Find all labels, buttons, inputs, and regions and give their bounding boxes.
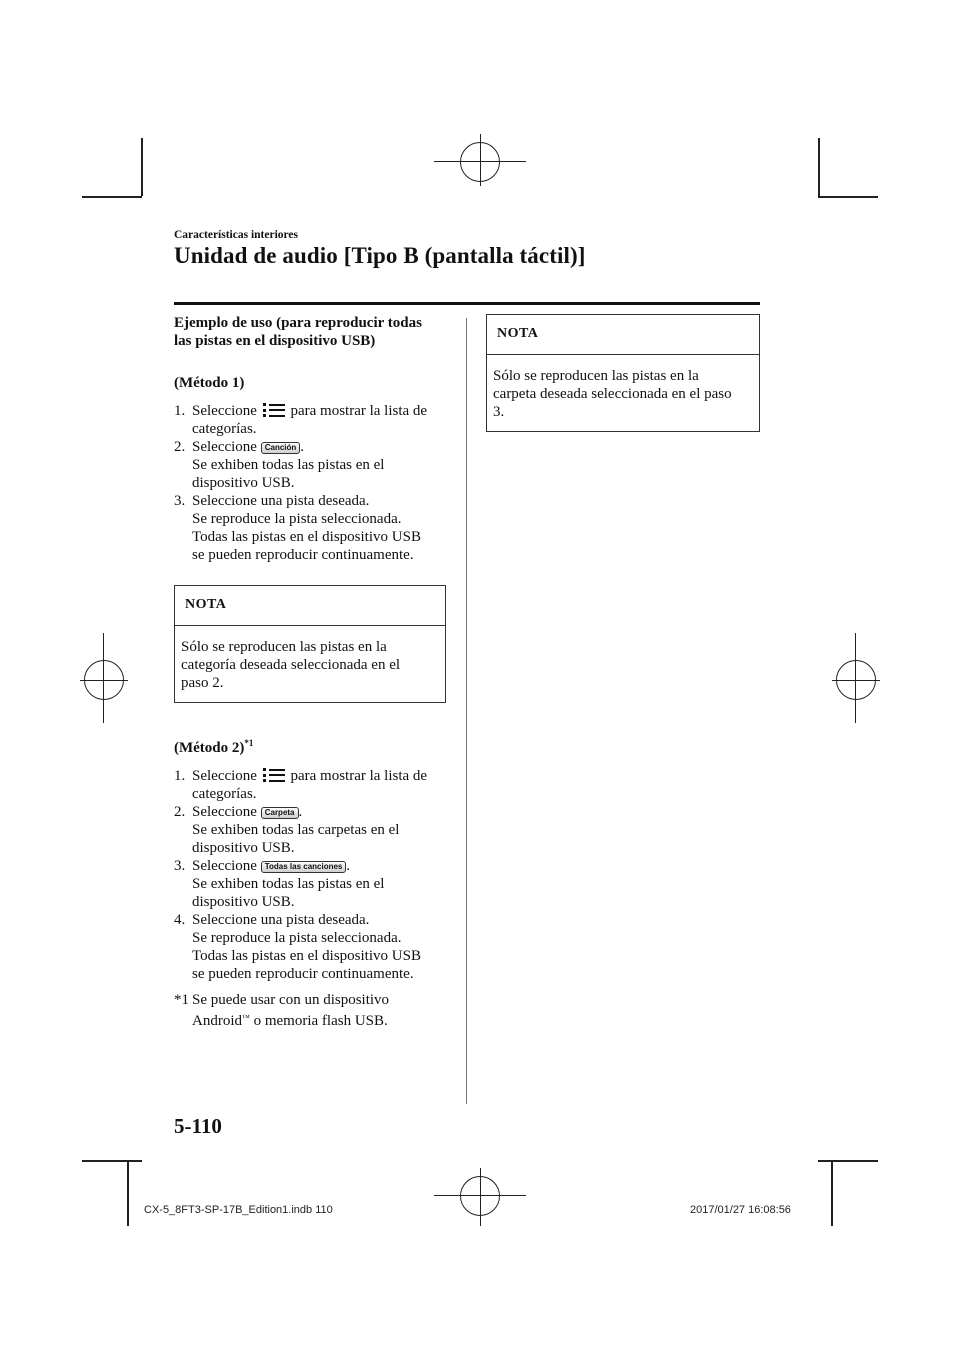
footnote-marker: *1 [244,738,254,748]
method1-title: (Método 1) [174,375,245,391]
note-text: carpeta deseada seleccionada en el paso [493,386,732,402]
left-column [174,314,446,1030]
step-text: dispositivo USB. [192,894,295,910]
step-number: 2. [174,804,186,820]
step-text: Seleccione [192,768,257,784]
footer-file: CX-5_8FT3-SP-17B_Edition1.indb 110 [144,1204,333,1216]
step-text: Se reproduce la pista seleccionada. [192,930,402,946]
note-text: Sólo se reproducen las pistas en la [493,368,699,384]
step-text: Seleccione [192,439,257,455]
method2-steps [174,767,446,983]
heading-line: Ejemplo de uso (para reproducir todas [174,315,422,331]
note-body [175,626,445,702]
step-text: . [300,439,305,455]
step-text: categorías. [192,421,257,437]
cancion-button: Canción [261,442,301,454]
crop-mark [141,138,143,196]
method1-steps [174,402,446,564]
note-body [487,355,759,431]
step-text: categorías. [192,786,257,802]
todas-las-canciones-button: Todas las canciones [261,861,347,873]
list-item [174,492,446,564]
step-text: Seleccione [192,403,257,419]
note-text: 3. [493,404,505,420]
method2-title-text: (Método 2) [174,740,245,756]
footnote-marker: *1 [174,992,189,1008]
step-text: Se exhiben todas las pistas en el [192,457,385,473]
step-text: dispositivo USB. [192,475,295,491]
footer-timestamp: 2017/01/27 16:08:56 [690,1204,791,1216]
footnote-text: Se puede usar con un dispositivo [192,992,390,1008]
list-item [174,911,446,983]
step-text: Se reproduce la pista seleccionada. [192,511,402,527]
page-number: 5-110 [174,1114,222,1138]
step-text: Se exhiben todas las pistas en el [192,876,385,892]
trademark-symbol: ™ [242,1013,250,1022]
step-text: . [346,858,351,874]
footnote-text: Android [192,1013,242,1029]
step-text: . [298,804,303,820]
step-number: 4. [174,912,186,928]
footnote [174,991,446,1030]
step-text: se pueden reproducir continuamente. [192,966,414,982]
heading-line: las pistas en el dispositivo USB) [174,333,376,349]
example-heading [174,314,446,350]
step-number: 3. [174,493,186,509]
list-item [174,402,446,438]
note-text: categoría deseada seleccionada en el [181,657,401,673]
crop-mark [818,138,820,196]
step-text: dispositivo USB. [192,840,295,856]
note-text: paso 2. [181,675,224,691]
note-heading: NOTA [487,315,759,355]
crop-mark [127,1160,129,1226]
list-item [174,438,446,492]
note-box [174,585,446,703]
step-text: Todas las pistas en el dispositivo USB [192,529,421,545]
step-text: Seleccione una pista deseada. [192,912,370,928]
crop-mark [818,196,878,198]
list-icon [263,403,285,417]
note-text: Sólo se reproducen las pistas en la [181,639,387,655]
step-text: Seleccione [192,804,257,820]
footnote-text: o memoria flash USB. [249,1013,388,1029]
crop-mark [818,1160,878,1162]
step-text: Seleccione una pista deseada. [192,493,370,509]
step-number: 1. [174,403,186,419]
crop-mark [82,1160,142,1162]
step-text: se pueden reproducir continuamente. [192,547,414,563]
crop-mark [82,196,142,198]
step-number: 1. [174,768,186,784]
step-text: Seleccione [192,858,257,874]
list-item [174,857,446,911]
step-text: para mostrar la lista de [290,768,428,784]
column-divider [466,318,467,1104]
page-title: Unidad de audio [Tipo B (pantalla táctil)] [174,243,586,268]
title-rule [174,302,760,305]
section-label: Características interiores [174,229,299,241]
list-item [174,767,446,803]
step-text: Todas las pistas en el dispositivo USB [192,948,421,964]
list-item [174,803,446,857]
carpeta-button: Carpeta [261,807,299,819]
right-column [486,314,760,432]
list-icon [263,768,285,782]
note-heading: NOTA [175,586,445,626]
note-box [486,314,760,432]
step-number: 2. [174,439,186,455]
method2-title [174,734,446,757]
step-text: para mostrar la lista de [290,403,428,419]
crop-mark [831,1160,833,1226]
step-text: Se exhiben todas las carpetas en el [192,822,400,838]
step-number: 3. [174,858,186,874]
